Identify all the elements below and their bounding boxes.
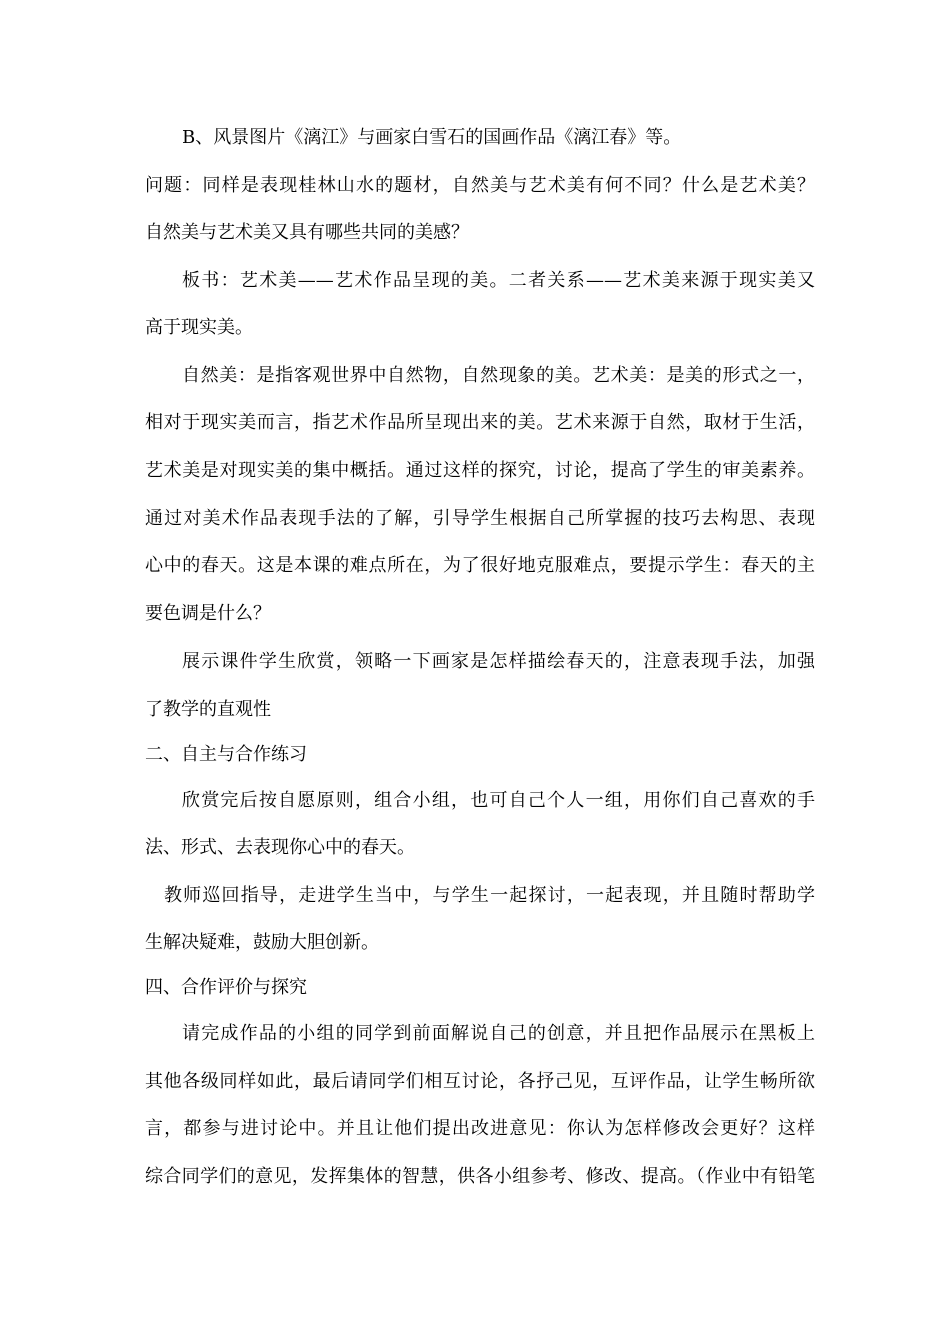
text-line: 自然美与艺术美又具有哪些共同的美感？ bbox=[145, 222, 469, 243]
text-line: 相对于现实美而言，指艺术作品所呈现出来的美。艺术来源于自然，取材于生活， bbox=[145, 412, 815, 433]
text-line: 自然美：是指客观世界中自然物，自然现象的美。艺术美：是美的形式之一， bbox=[182, 365, 815, 386]
text-line: 法、形式、去表现你心中的春天。 bbox=[145, 837, 415, 858]
text-line: 综合同学们的意见，发挥集体的智慧，供各小组参考、修改、提高。（作业中有铅笔 bbox=[145, 1166, 815, 1187]
text-line: 要色调是什么？ bbox=[145, 603, 271, 624]
text-line: 教师巡回指导，走进学生当中，与学生一起探讨，一起表现，并且随时帮助学 bbox=[164, 885, 815, 906]
text-line: 生解决疑难，鼓励大胆创新。 bbox=[145, 932, 379, 953]
text-line: 问题：同样是表现桂林山水的题材，自然美与艺术美有何不同？什么是艺术美？ bbox=[145, 175, 815, 196]
text-line: B、风景图片《漓江》与画家白雪石的国画作品《漓江春》等。 bbox=[182, 127, 682, 148]
section-heading: 四、合作评价与探究 bbox=[145, 977, 307, 998]
text-line: 艺术美是对现实美的集中概括。通过这样的探究，讨论，提高了学生的审美素养。 bbox=[145, 460, 815, 481]
text-line: 言，都参与进讨论中。并且让他们提出改进意见：你认为怎样修改会更好？这样 bbox=[145, 1118, 815, 1139]
text-line: 请完成作品的小组的同学到前面解说自己的创意，并且把作品展示在黑板上 bbox=[182, 1023, 815, 1044]
text-line: 了教学的直观性 bbox=[145, 699, 271, 720]
text-line: 欣赏完后按自愿原则，组合小组，也可自己个人一组，用你们自己喜欢的手 bbox=[182, 790, 815, 811]
text-line: 展示课件学生欣赏，领略一下画家是怎样描绘春天的，注意表现手法，加强 bbox=[182, 651, 815, 672]
section-heading: 二、自主与合作练习 bbox=[145, 744, 307, 765]
text-line: 高于现实美。 bbox=[145, 317, 253, 338]
text-line: 板书：艺术美——艺术作品呈现的美。二者关系——艺术美来源于现实美又 bbox=[182, 270, 815, 291]
text-line: 心中的春天。这是本课的难点所在，为了很好地克服难点，要提示学生：春天的主 bbox=[145, 555, 815, 576]
text-line: 其他各级同样如此，最后请同学们相互讨论，各抒己见，互评作品，让学生畅所欲 bbox=[145, 1071, 815, 1092]
text-line: 通过对美术作品表现手法的了解，引导学生根据自己所掌握的技巧去构思、表现 bbox=[145, 508, 815, 529]
